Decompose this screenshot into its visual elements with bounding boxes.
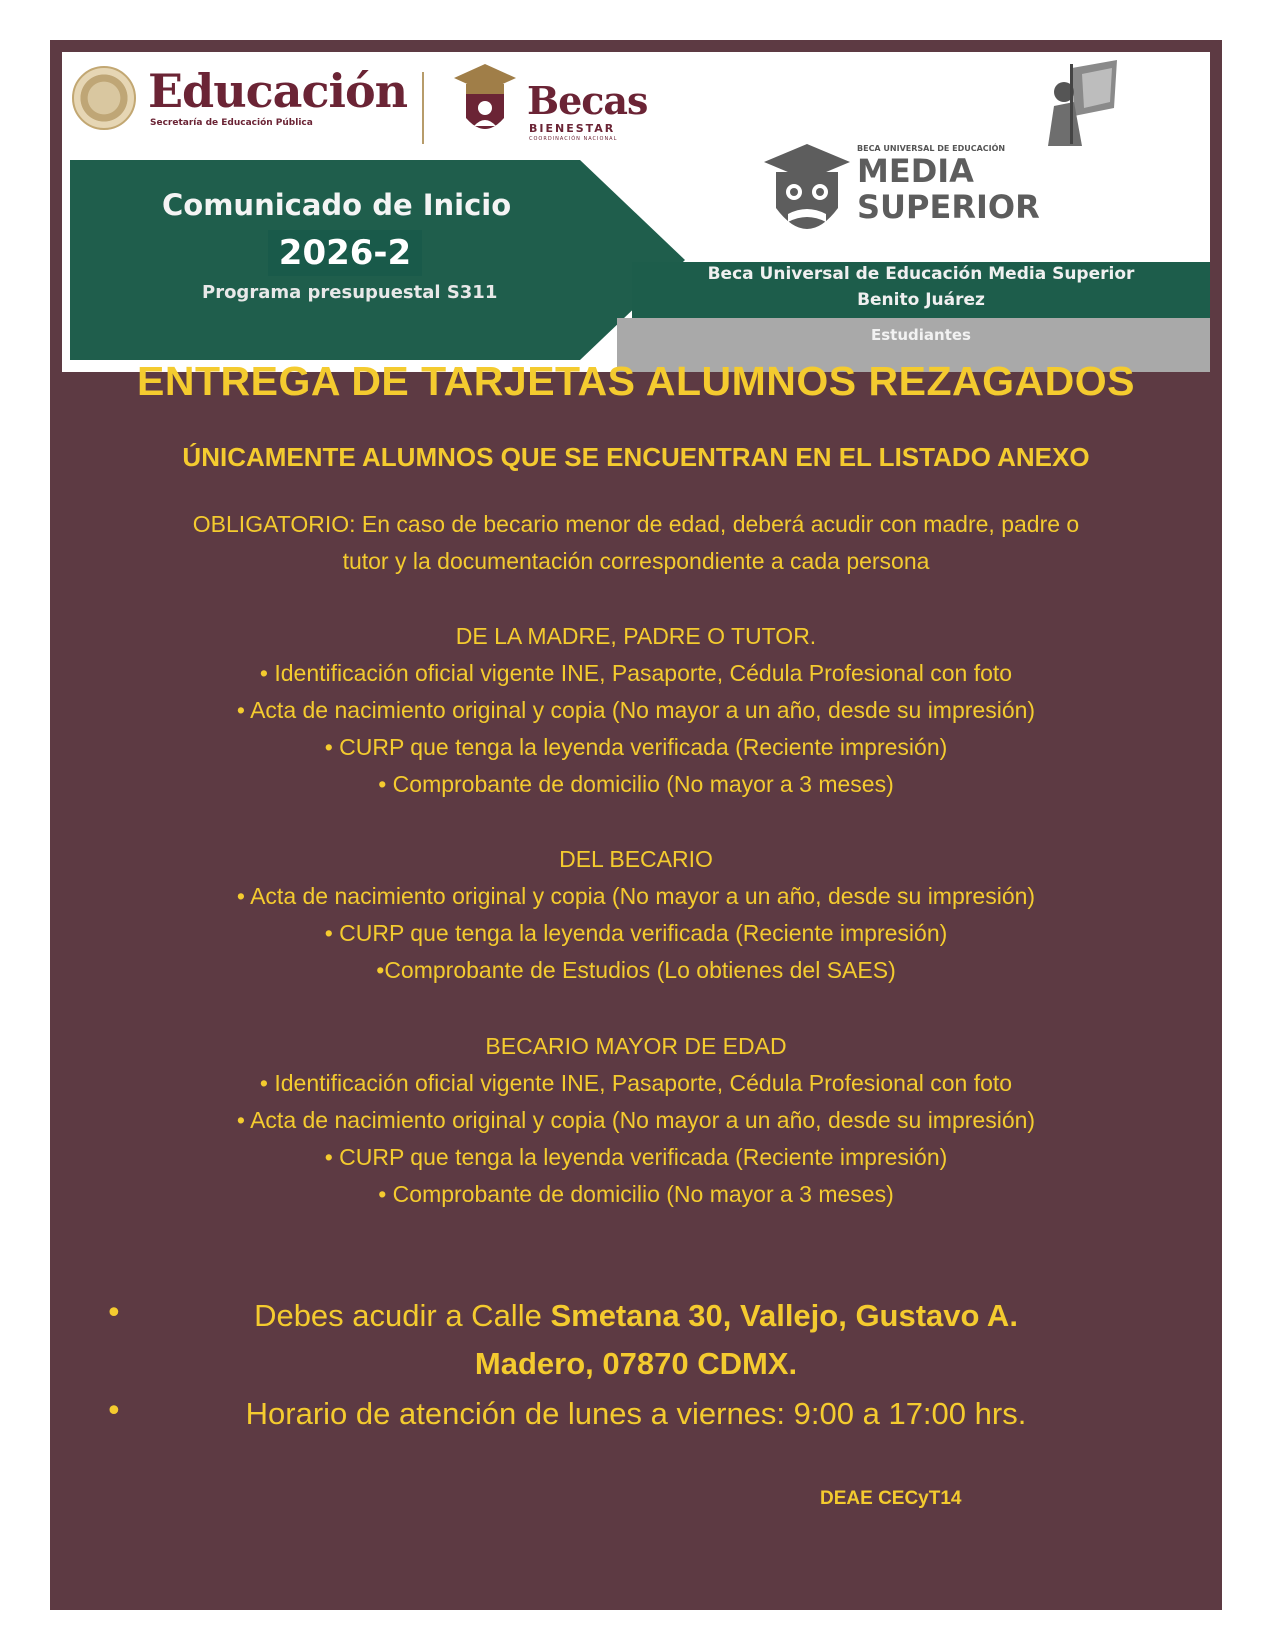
list-item: • CURP que tenga la leyenda verificada (Reciente impresión) bbox=[324, 920, 948, 946]
footer-signature: DEAE CECyT14 bbox=[820, 1488, 962, 1509]
page-title: ENTREGA DE TARJETAS ALUMNOS REZAGADOS bbox=[137, 358, 1135, 404]
media-superior-word-media: MEDIA bbox=[857, 152, 974, 190]
location-prefix: Debes acudir a Calle bbox=[254, 1298, 551, 1333]
page-subtitle: ÚNICAMENTE ALUMNOS QUE SE ENCUENTRAN EN EL LISTADO ANEXO bbox=[182, 442, 1090, 472]
beca-name-line2: Benito Juárez bbox=[857, 290, 985, 310]
educacion-subtitle: Secretaría de Educación Pública bbox=[150, 118, 313, 128]
section-madre-padre-tutor bbox=[50, 618, 1222, 803]
bullet-icon: • bbox=[105, 1394, 123, 1429]
location-line-2 bbox=[50, 1346, 1222, 1382]
hero-flag-icon bbox=[1042, 58, 1122, 148]
section-heading: DE LA MADRE, PADRE O TUTOR. bbox=[455, 623, 817, 649]
media-superior-word-superior: SUPERIOR bbox=[857, 188, 1040, 226]
educacion-logo-text: Educación bbox=[148, 64, 408, 118]
programa-presupuestal: Programa presupuestal S311 bbox=[202, 282, 498, 303]
list-item: • Comprobante de domicilio (No mayor a 3 meses) bbox=[378, 771, 894, 797]
list-item: • Identificación oficial vigente INE, Pasaporte, Cédula Profesional con foto bbox=[259, 1070, 1013, 1096]
becas-logo-text: Becas bbox=[527, 78, 648, 123]
comunicado-title: Comunicado de Inicio bbox=[162, 188, 512, 222]
becas-coordinacion: COORDINACIÓN NACIONAL bbox=[529, 136, 618, 142]
becas-cap-icon bbox=[452, 60, 518, 142]
location-address-a: Smetana 30, Vallejo, Gustavo A. bbox=[550, 1298, 1018, 1333]
section-heading: BECARIO MAYOR DE EDAD bbox=[485, 1033, 787, 1059]
obligatorio-line-1: OBLIGATORIO: En caso de becario menor de edad, deberá acudir con madre, padre o bbox=[192, 511, 1080, 537]
list-item: • CURP que tenga la leyenda verificada (Reciente impresión) bbox=[324, 734, 948, 760]
list-item: • Acta de nacimiento original y copia (No mayor a un año, desde su impresión) bbox=[236, 697, 1036, 723]
national-seal-icon bbox=[72, 66, 136, 130]
beca-name-line1: Beca Universal de Educación Media Superior bbox=[707, 264, 1135, 284]
estudiantes-label: Estudiantes bbox=[871, 326, 971, 344]
media-superior-shield-icon bbox=[762, 142, 852, 250]
logo-divider bbox=[422, 72, 424, 144]
list-item: • Acta de nacimiento original y copia (No mayor a un año, desde su impresión) bbox=[236, 883, 1036, 909]
becas-subtitle: BIENESTAR bbox=[529, 122, 616, 135]
section-becario-mayor-de-edad bbox=[50, 1028, 1222, 1213]
list-item: • Comprobante de domicilio (No mayor a 3 meses) bbox=[378, 1181, 894, 1207]
media-superior-caption: BECA UNIVERSAL DE EDUCACIÓN bbox=[857, 144, 1006, 153]
header-banner bbox=[62, 52, 1210, 372]
list-item: • CURP que tenga la leyenda verificada (Reciente impresión) bbox=[324, 1144, 948, 1170]
section-heading: DEL BECARIO bbox=[559, 846, 713, 872]
horario-line: Horario de atención de lunes a viernes: 9:00 a 17:00 hrs. bbox=[245, 1396, 1027, 1431]
periodo-badge: 2026-2 bbox=[268, 230, 422, 276]
list-item: • Acta de nacimiento original y copia (No mayor a un año, desde su impresión) bbox=[236, 1107, 1036, 1133]
obligatorio-line-2: tutor y la documentación correspondiente a cada persona bbox=[342, 548, 930, 574]
section-del-becario bbox=[50, 841, 1222, 989]
location-line-1 bbox=[50, 1298, 1222, 1334]
poster bbox=[50, 40, 1222, 1610]
list-item: •Comprobante de Estudios (Lo obtienes del SAES) bbox=[376, 957, 896, 983]
obligatorio-notice bbox=[50, 506, 1222, 580]
location-address-b: Madero, 07870 CDMX. bbox=[474, 1346, 798, 1381]
bullet-icon: • bbox=[105, 1296, 123, 1331]
list-item: • Identificación oficial vigente INE, Pasaporte, Cédula Profesional con foto bbox=[259, 660, 1013, 686]
